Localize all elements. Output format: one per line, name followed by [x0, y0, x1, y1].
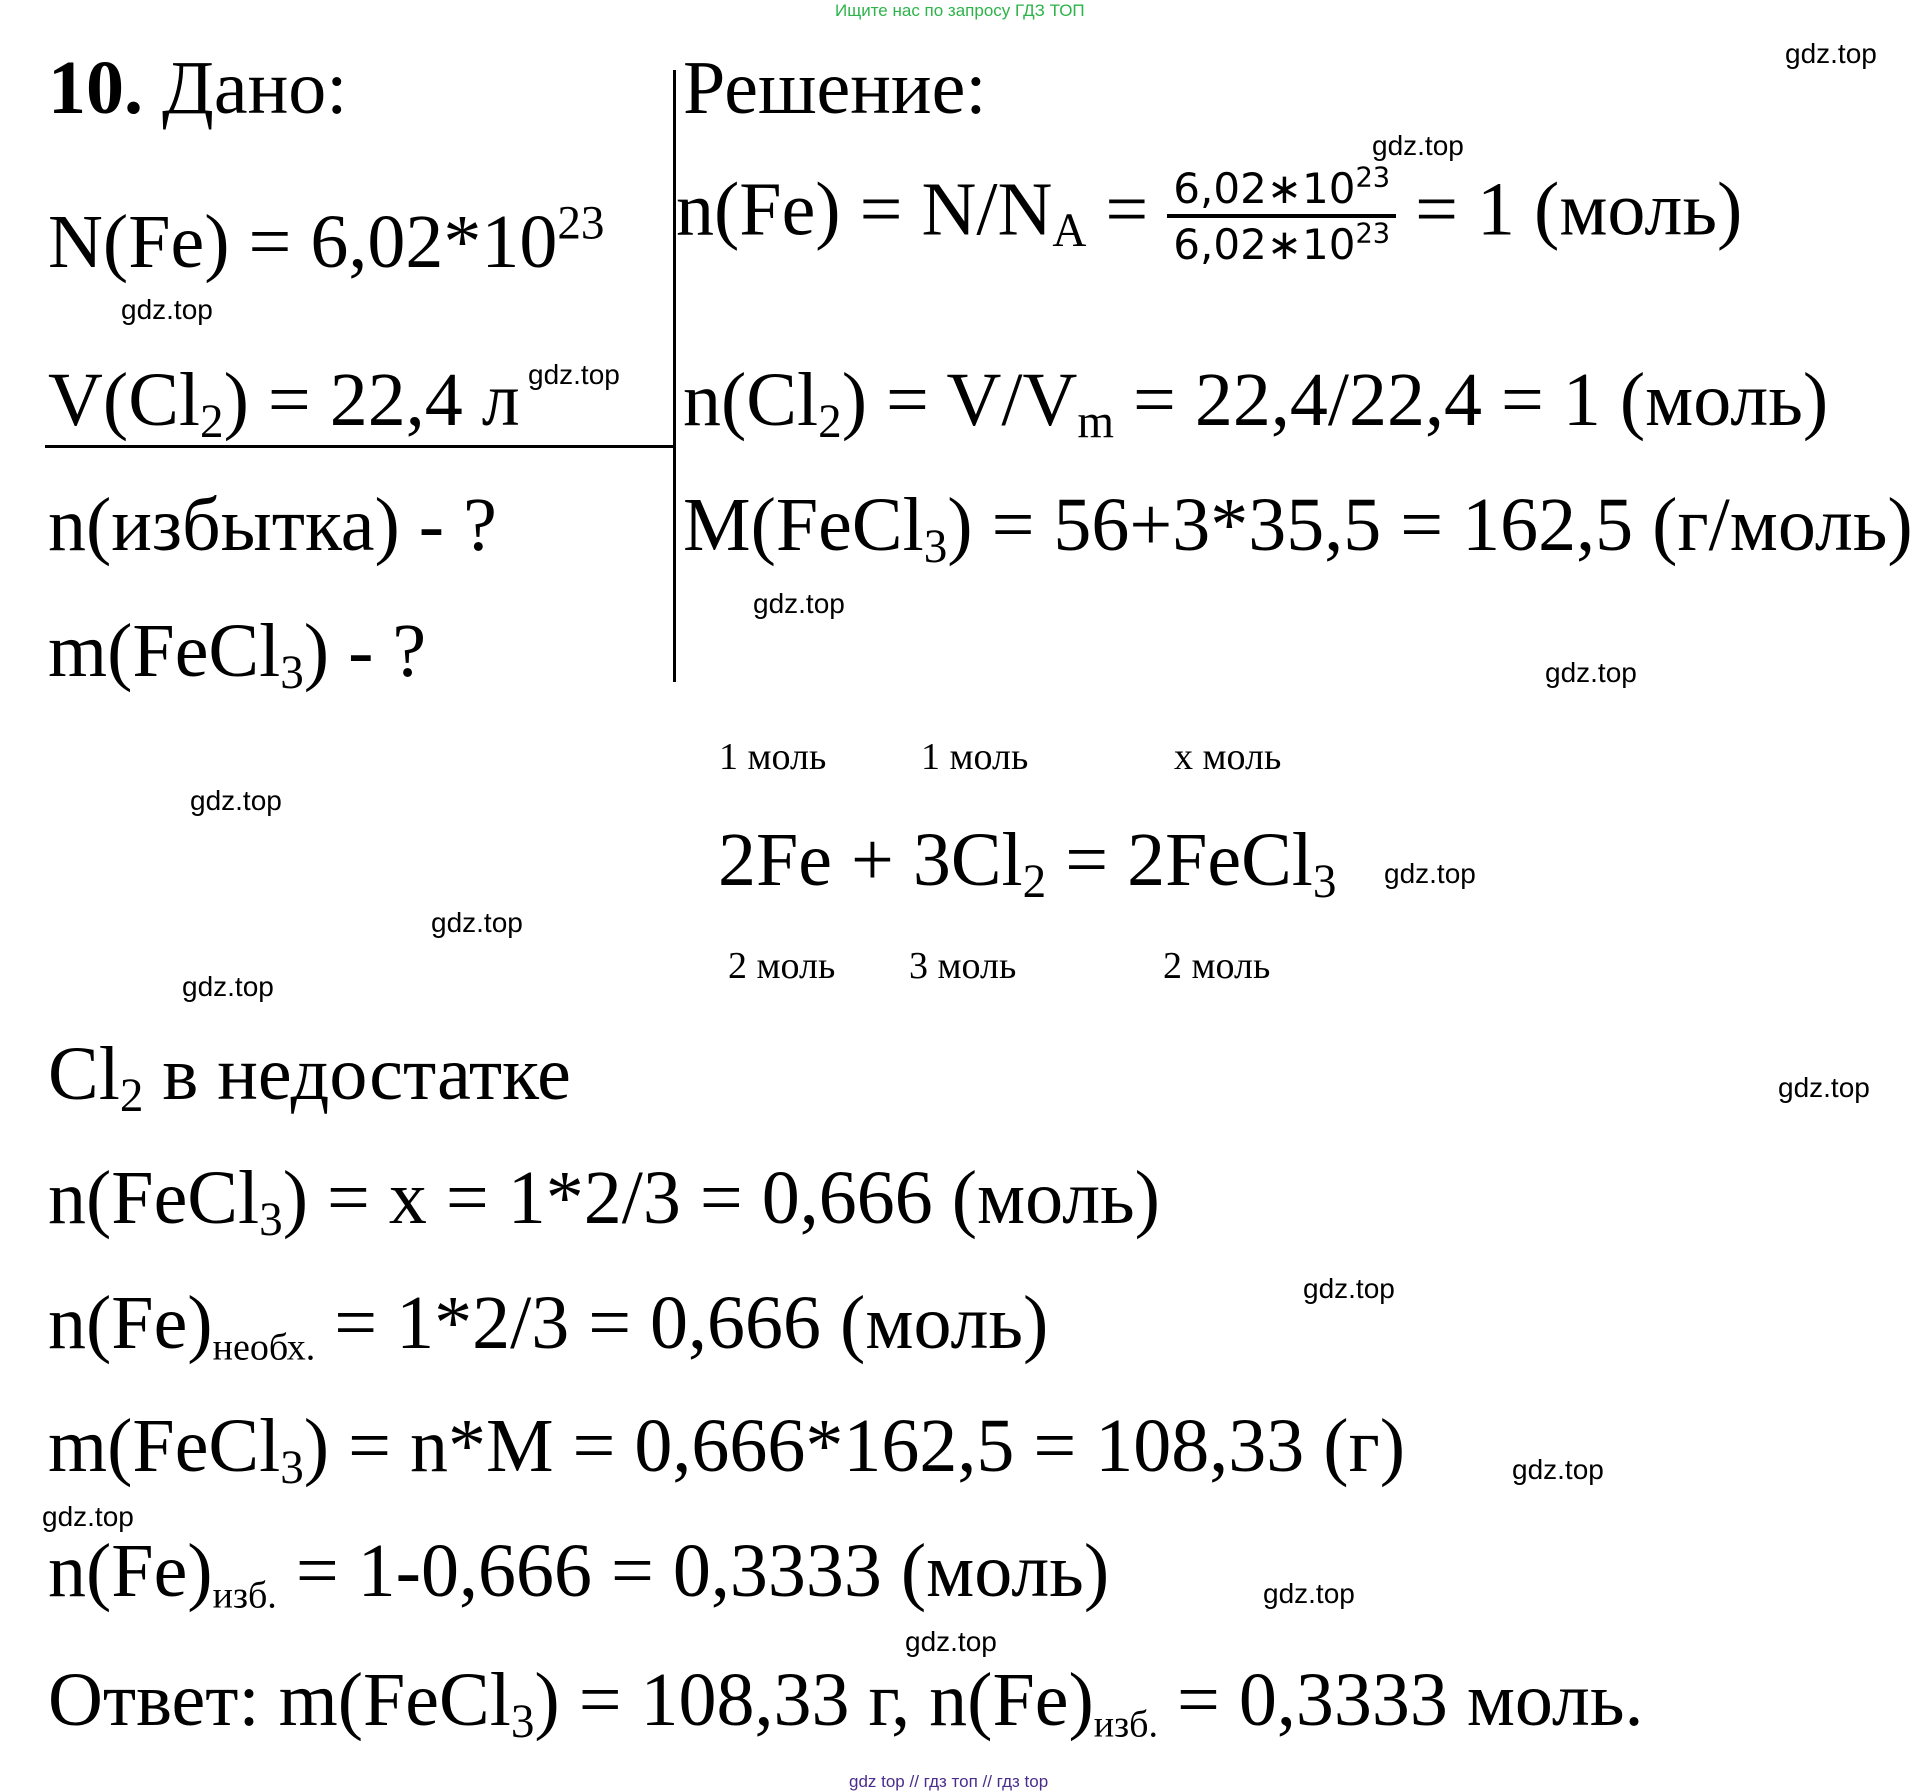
solution-n-fe-fraction: [1167, 162, 1396, 269]
fraction-numerator: $6,02∗10^{23}$: [1167, 168, 1396, 218]
conclusion-n-fe-needed: $n(Fe)_{необх.} = 1*2/3 = 0,666$ (моль): [48, 1281, 1049, 1369]
divider-vertical: [673, 70, 676, 682]
given-n-fe-exp: 23: [557, 197, 605, 250]
given-find-mass-post: ) - ?: [303, 609, 427, 693]
watermark: gdz.top: [1512, 1454, 1604, 1485]
reaction-below-fe: 2 моль: [728, 945, 836, 987]
conclusion-deficit: $Cl_2$ в недостатке: [48, 1032, 571, 1122]
watermark: gdz.top: [1303, 1273, 1395, 1304]
reaction-below-fecl3: 2 моль: [1163, 945, 1271, 987]
solution-n-fe: [676, 162, 1743, 269]
footer-links[interactable]: gdz top // гдз топ // гдз top: [849, 1772, 1049, 1791]
given-n-fe: [48, 197, 605, 284]
watermark: gdz.top: [528, 359, 620, 390]
watermark: gdz.top: [1778, 1072, 1870, 1103]
conclusion-n-fecl3: n(FeCl$_3$) = x = 1*2/3 = 0,666 (моль): [48, 1156, 1160, 1246]
given-v-cl2-pre: V(Cl: [48, 358, 200, 442]
solution-n-fe-result: = 1 (моль): [1415, 167, 1743, 252]
watermark: gdz.top: [42, 1501, 134, 1532]
given-v-cl2: [48, 358, 520, 448]
conclusion-n-fe-excess: $n(Fe)_{изб.} = 1-0,666 = 0,3333$ (моль): [48, 1529, 1110, 1617]
given-label: Дано:: [162, 46, 348, 130]
given-v-cl2-sub: 2: [200, 395, 224, 448]
watermark: gdz.top: [121, 294, 213, 325]
solution-n-fe-pre: n(Fe) = N/N: [676, 167, 1053, 252]
divider-horizontal: [45, 445, 675, 448]
watermark: gdz.top: [753, 588, 845, 619]
solution-n-cl2: $n(Cl_2) = V/V_m = 22,4/22,4 = 1$ (моль): [683, 358, 1829, 448]
given-v-cl2-post: ) = 22,4 л: [223, 358, 520, 442]
reaction-above-fecl3: x моль: [1174, 736, 1282, 778]
fraction-denominator: $6,02∗10^{23}$: [1173, 218, 1391, 269]
watermark: gdz.top: [1384, 858, 1476, 889]
given-find-excess: n(избытка) - ?: [48, 483, 497, 567]
reaction-equation: $2Fe + 3Cl_2$ = 2FeCl$_3$: [718, 818, 1337, 908]
answer-line: Ответ: m(FeCl$_3$) = 108,33 г, $n(Fe)_{изб.} = 0,3333$ моль.: [48, 1658, 1644, 1748]
given-find-mass-pre: m(FeCl: [48, 609, 281, 693]
watermark: gdz.top: [1545, 657, 1637, 688]
solution-m-fecl3: M(FeCl$_3$) = 56+3*35,5 = 162,5 (г/моль): [683, 483, 1913, 573]
watermark: gdz.top: [1372, 130, 1464, 161]
watermark: gdz.top: [1263, 1578, 1355, 1609]
conclusion-m-fecl3: m(FeCl$_3$) = n*M = 0,666*162,5 = 108,33 (г): [48, 1404, 1406, 1494]
solution-n-fe-sub: A: [1052, 205, 1087, 258]
top-banner[interactable]: Ищите нас по запросу ГДЗ ТОП: [835, 1, 1085, 20]
watermark: gdz.top: [1785, 38, 1877, 69]
watermark: gdz.top: [190, 785, 282, 816]
given-n-fe-text: N(Fe) = 6,02*10: [48, 200, 558, 284]
given-find-mass-sub: 3: [280, 646, 304, 699]
reaction-above-fe: 1 моль: [719, 736, 827, 778]
problem-number: 10.: [48, 46, 143, 130]
reaction-above-cl2: 1 моль: [921, 736, 1029, 778]
watermark: gdz.top: [905, 1626, 997, 1657]
solution-n-fe-eq: =: [1086, 167, 1149, 252]
watermark: gdz.top: [182, 971, 274, 1002]
reaction-below-cl2: 3 моль: [909, 945, 1017, 987]
given-find-mass: [48, 609, 427, 699]
solution-label: Решение:: [683, 46, 987, 130]
watermark: gdz.top: [431, 907, 523, 938]
problem-header: [48, 46, 348, 130]
